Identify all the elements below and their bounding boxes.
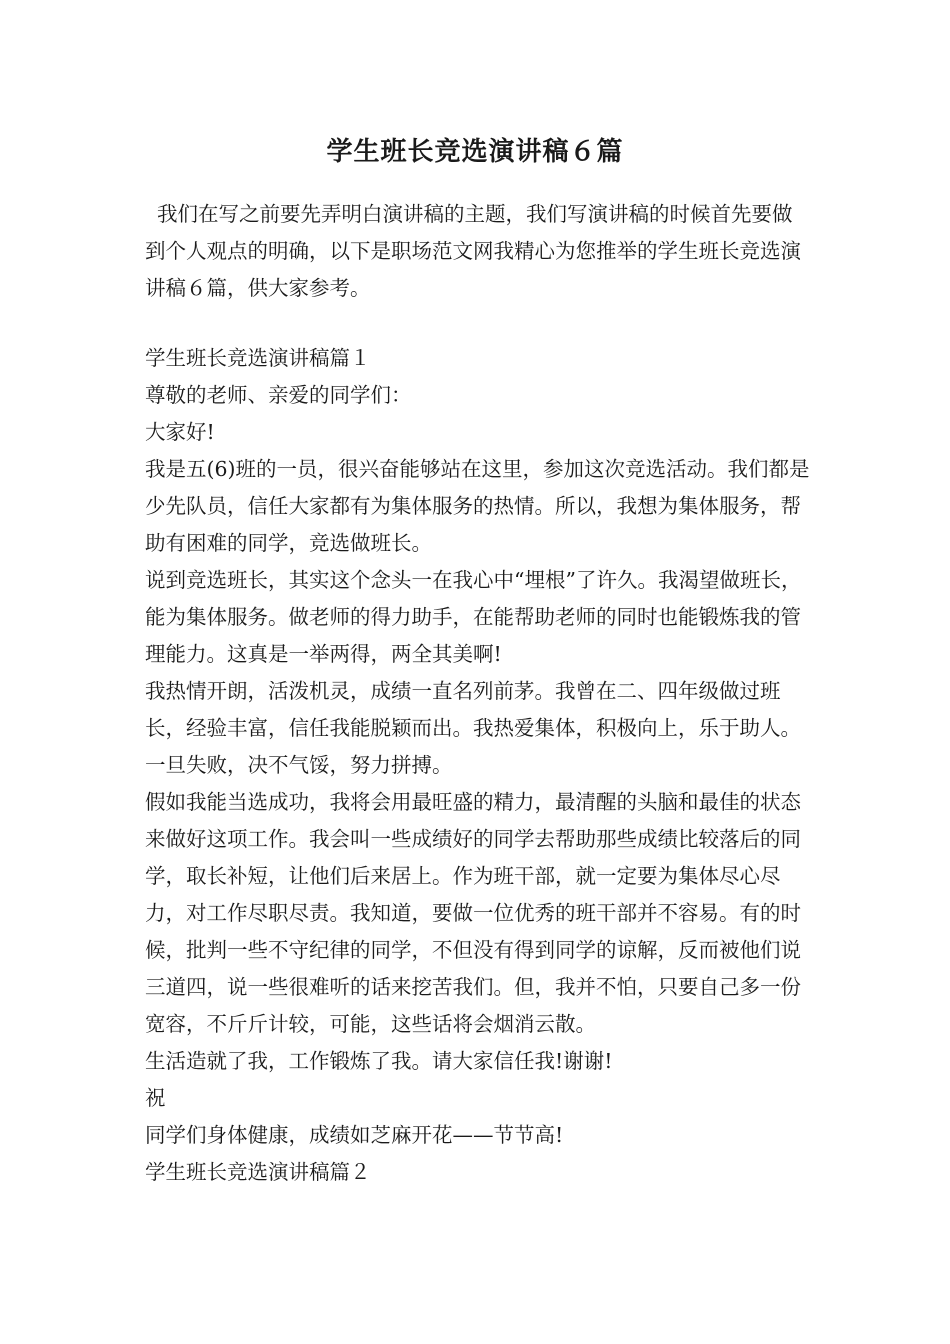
intro-paragraph: 我们在写之前要先弄明白演讲稿的主题，我们写演讲稿的时候首先要做到个人观点的明确，以下是职场范文网我精心为您推举的学生班长竞选演讲稿６篇，供大家参考。 (145, 202, 801, 300)
section-heading: 学生班长竞选演讲稿篇１ (145, 346, 371, 370)
document-title: 学生班长竞选演讲稿６篇 (326, 137, 624, 167)
body-paragraph: 我是五(6)班的一员，很兴奋能够站在这里，参加这次竞选活动。我们都是少先队员，信任大家都有为集体服务的热情。所以，我想为集体服务，帮助有困难的同学，竞选做班长。 (145, 457, 810, 555)
closing-line: 同学们身体健康，成绩如芝麻开花——节节高! (145, 1123, 564, 1147)
document-body (145, 340, 810, 1191)
body-paragraph: 说到竞选班长，其实这个念头一在我心中“埋根”了许久。我渴望做班长，能为集体服务。做老师的得力助手，在能帮助老师的同时也能锻炼我的管理能力。这真是一举两得，两全其美啊! (145, 568, 802, 666)
body-paragraph: 我热情开朗，活泼机灵，成绩一直名列前茅。我曾在二、四年级做过班长，经验丰富，信任我能脱颖而出。我热爱集体，积极向上，乐于助人。一旦失败，决不气馁，努力拼搏。 (145, 679, 801, 777)
greeting: 大家好! (145, 420, 215, 444)
salutation: 尊敬的老师、亲爱的同学们： (145, 383, 412, 407)
body-paragraph: 生活造就了我，工作锻炼了我。请大家信任我!谢谢! (145, 1049, 613, 1073)
body-paragraph: 假如我能当选成功，我将会用最旺盛的精力，最清醒的头脑和最佳的状态来做好这项工作。我会叫一些成绩好的同学去帮助那些成绩比较落后的同学，取长补短，让他们后来居上。作为班干部，就一定要为集体尽心尽力，对工作尽职尽责。我知道，要做一位优秀的班干部并不容易。有的时候，批判一些不守纪律的同学，不但没有得到同学的谅解，反而被他们说三道四，说一些很难听的话来挖苦我们。但，我并不怕，只要自己多一份宽容，不斤斤计较，可能，这些话将会烟消云散。 (145, 790, 801, 1036)
section-heading: 学生班长竞选演讲稿篇２ (145, 1160, 371, 1184)
closing-line: 祝 (145, 1086, 166, 1110)
